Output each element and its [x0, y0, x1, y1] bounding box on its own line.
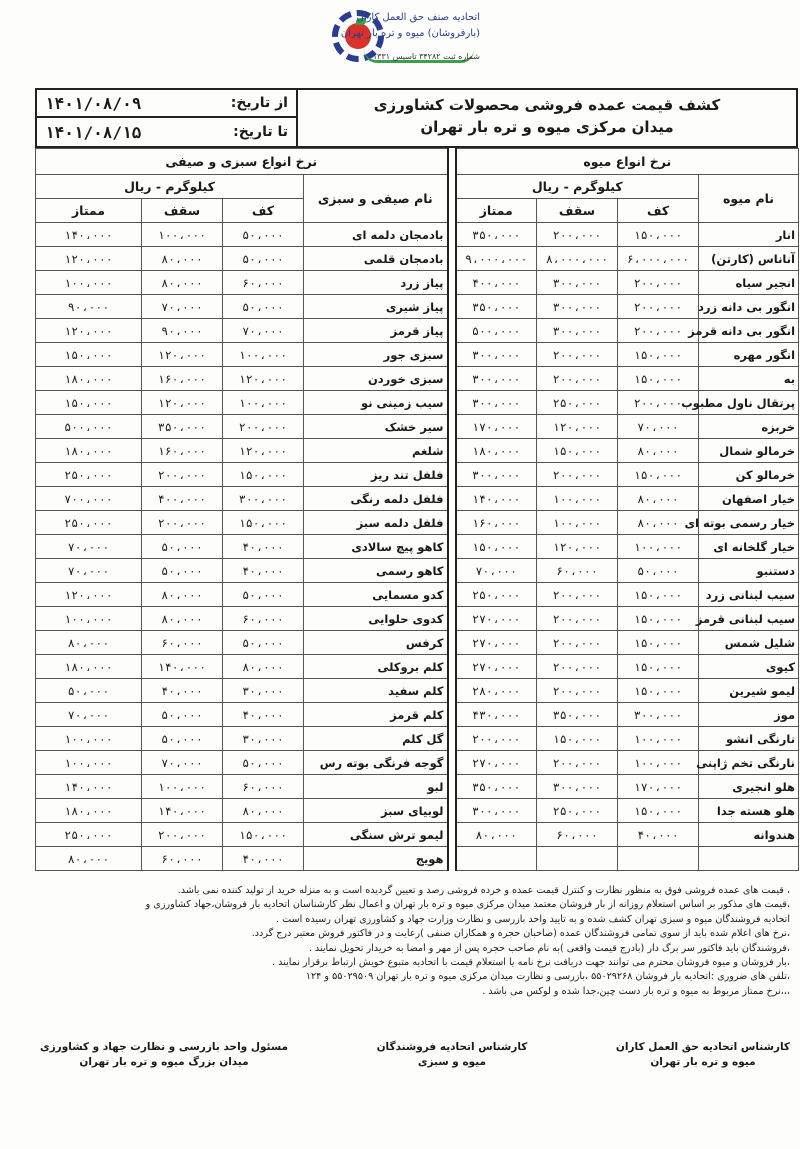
fruit-max-cell: ۱۵۰،۰۰۰: [537, 439, 618, 463]
veg-premium-cell: ۲۵۰،۰۰۰: [36, 463, 142, 487]
fruit-name-cell: سیب لبنانی قرمز: [699, 607, 799, 631]
veg-max-cell: ۱۰۰،۰۰۰: [142, 223, 223, 247]
signatures: [40, 1040, 790, 1070]
veg-min-header: کف: [223, 199, 304, 223]
document-title: [296, 90, 796, 146]
table-row: [36, 583, 799, 607]
veg-premium-cell: ۷۰،۰۰۰: [36, 535, 142, 559]
signature-block: [40, 1040, 288, 1070]
fruit-max-cell: ۳۰۰،۰۰۰: [537, 319, 618, 343]
table-row: [36, 367, 799, 391]
fruit-name-cell: انجیر سیاه: [699, 271, 799, 295]
veg-name-cell: بادمجان دلمه ای: [304, 223, 448, 247]
table-row: [36, 463, 799, 487]
fruit-min-header: کف: [618, 199, 699, 223]
fruit-max-cell: ۸،۰۰۰،۰۰۰: [537, 247, 618, 271]
fruit-name-cell: لیمو شیرین: [699, 679, 799, 703]
fruit-premium-cell: ۲۷۰،۰۰۰: [456, 631, 537, 655]
fruit-name-cell: [699, 847, 799, 871]
fruit-min-cell: ۲۰۰،۰۰۰: [618, 271, 699, 295]
veg-name-cell: گل کلم: [304, 727, 448, 751]
note-line: ،قیمت های مذکور بر اساس استعلام روزانه از بار فروشان معتمد میدان مرکزی میوه و تره بار تهران و اعمال نظر کارشناسان اتحادیه بار فروشان،جهاد کشاورزی و: [145, 899, 790, 911]
veg-name-cell: کرفس: [304, 631, 448, 655]
veg-max-cell: ۵۰،۰۰۰: [142, 727, 223, 751]
veg-max-cell: ۵۰،۰۰۰: [142, 703, 223, 727]
veg-name-cell: گوجه فرنگی بوته رس: [304, 751, 448, 775]
veg-premium-cell: ۱۰۰،۰۰۰: [36, 727, 142, 751]
veg-max-cell: ۱۶۰،۰۰۰: [142, 367, 223, 391]
table-row: [36, 415, 799, 439]
note-line: ،بار فروشان و میوه فروشان محترم می توانند جهت دریافت نرخ نامه یا استعلام قیمت با اتحادیه متبوع خویش ارتباط برقرار نمایند .: [272, 957, 790, 969]
fruit-max-cell: ۱۲۰،۰۰۰: [537, 535, 618, 559]
fruit-max-cell: ۶۰،۰۰۰: [537, 559, 618, 583]
fruit-min-cell: ۶،۰۰۰،۰۰۰: [618, 247, 699, 271]
signature-title: کارشناس اتحادیه فروشندگان: [376, 1041, 528, 1053]
fruit-max-cell: ۲۰۰،۰۰۰: [537, 343, 618, 367]
unit-header-row: [36, 175, 799, 199]
veg-max-cell: ۶۰،۰۰۰: [142, 631, 223, 655]
fruit-premium-cell: ۳۵۰،۰۰۰: [456, 775, 537, 799]
veg-name-cell: سبزی جور: [304, 343, 448, 367]
fruit-max-cell: ۳۵۰،۰۰۰: [537, 703, 618, 727]
fruit-min-cell: ۲۰۰،۰۰۰: [618, 295, 699, 319]
to-date-row: [37, 118, 296, 146]
veg-premium-cell: ۸۰،۰۰۰: [36, 847, 142, 871]
veg-min-cell: ۷۰،۰۰۰: [223, 319, 304, 343]
fruit-premium-cell: ۲۷۰،۰۰۰: [456, 655, 537, 679]
fruit-max-cell: ۲۵۰،۰۰۰: [537, 799, 618, 823]
veg-premium-cell: ۱۰۰،۰۰۰: [36, 271, 142, 295]
fruit-premium-cell: ۲۵۰،۰۰۰: [456, 583, 537, 607]
veg-min-cell: ۱۰۰،۰۰۰: [223, 391, 304, 415]
notes-section: [30, 884, 790, 999]
veg-min-cell: ۶۰،۰۰۰: [223, 775, 304, 799]
veg-premium-cell: ۱۵۰،۰۰۰: [36, 391, 142, 415]
veg-premium-cell: ۱۲۰،۰۰۰: [36, 583, 142, 607]
veg-premium-cell: ۱۸۰،۰۰۰: [36, 655, 142, 679]
veg-max-cell: ۴۰۰،۰۰۰: [142, 487, 223, 511]
veg-premium-cell: ۲۵۰،۰۰۰: [36, 823, 142, 847]
table-row: [36, 247, 799, 271]
table-row: [36, 343, 799, 367]
veg-min-cell: ۸۰،۰۰۰: [223, 655, 304, 679]
veg-name-cell: سیب زمینی نو: [304, 391, 448, 415]
table-row: [36, 751, 799, 775]
veg-max-cell: ۱۴۰،۰۰۰: [142, 655, 223, 679]
veg-name-cell: بادمجان قلمی: [304, 247, 448, 271]
veg-premium-cell: ۱۸۰،۰۰۰: [36, 367, 142, 391]
veg-min-cell: ۶۰،۰۰۰: [223, 607, 304, 631]
fruit-premium-cell: ۳۰۰،۰۰۰: [456, 343, 537, 367]
fruit-min-cell: ۱۵۰،۰۰۰: [618, 679, 699, 703]
veg-max-cell: ۱۲۰،۰۰۰: [142, 343, 223, 367]
fruit-max-cell: ۳۰۰،۰۰۰: [537, 295, 618, 319]
section-title-row: [36, 149, 799, 175]
veg-premium-cell: ۱۰۰،۰۰۰: [36, 751, 142, 775]
signature-subtitle: میوه و سبزی: [417, 1056, 487, 1068]
fruit-name-header: نام میوه: [699, 175, 799, 223]
veg-name-cell: پیاز شیری: [304, 295, 448, 319]
fruit-min-cell: ۳۰۰،۰۰۰: [618, 703, 699, 727]
signature-title: مسئول واحد بازرسی و نظارت جهاد و کشاورزی: [40, 1041, 289, 1053]
fruit-premium-cell: ۳۰۰،۰۰۰: [456, 463, 537, 487]
fruit-name-cell: خیار گلخانه ای: [699, 535, 799, 559]
veg-min-cell: ۱۵۰،۰۰۰: [223, 823, 304, 847]
veg-max-cell: ۶۰،۰۰۰: [142, 847, 223, 871]
veg-min-cell: ۵۰،۰۰۰: [223, 583, 304, 607]
fruit-max-header: سقف: [537, 199, 618, 223]
fruit-name-cell: به: [699, 367, 799, 391]
veg-premium-cell: ۸۰،۰۰۰: [36, 631, 142, 655]
logo-registration: شماره ثبت ۳۴۲۸۲ تاسیس ۱۳۳۱: [372, 52, 480, 61]
veg-min-cell: ۶۰،۰۰۰: [223, 271, 304, 295]
fruit-min-cell: ۱۵۰،۰۰۰: [618, 631, 699, 655]
veg-min-cell: ۵۰،۰۰۰: [223, 223, 304, 247]
fruit-min-cell: ۵۰،۰۰۰: [618, 559, 699, 583]
fruit-premium-cell: ۹،۰۰۰،۰۰۰: [456, 247, 537, 271]
fruit-max-cell: ۲۰۰،۰۰۰: [537, 679, 618, 703]
veg-name-cell: کلم قرمز: [304, 703, 448, 727]
signature-title: کارشناس اتحادیه حق العمل کاران: [615, 1041, 790, 1053]
fruit-premium-cell: ۷۰،۰۰۰: [456, 559, 537, 583]
table-row: [36, 319, 799, 343]
veg-name-cell: لیمو ترش سنگی: [304, 823, 448, 847]
fruit-min-cell: ۱۰۰،۰۰۰: [618, 727, 699, 751]
title-line1: کشف قیمت عمده فروشی محصولات کشاورزی: [373, 96, 721, 114]
fruit-premium-cell: ۱۴۰،۰۰۰: [456, 487, 537, 511]
table-row: [36, 679, 799, 703]
veg-max-cell: ۴۰،۰۰۰: [142, 679, 223, 703]
veg-min-cell: ۳۰۰،۰۰۰: [223, 487, 304, 511]
note-line: ،فروشندگان باید فاکتور سر برگ دار (بادرج قیمت واقعی )به نام صاحب حجره پس از مهر و امضا به خریدار تحویل نمایند .: [308, 942, 790, 954]
fruit-min-cell: ۸۰،۰۰۰: [618, 439, 699, 463]
note-line: ،نرخ های اعلام شده باید از سوی تمامی فروشندگان عمده (صاحبان حجره و همکاران صنفی )رعایت و در فاکتور فروش معتبر درج گردد.: [251, 928, 790, 940]
fruit-name-cell: خرمالو کن: [699, 463, 799, 487]
fruit-min-cell: ۸۰،۰۰۰: [618, 511, 699, 535]
veg-max-cell: ۱۶۰،۰۰۰: [142, 439, 223, 463]
veg-max-cell: ۲۰۰،۰۰۰: [142, 463, 223, 487]
fruit-premium-cell: ۳۰۰،۰۰۰: [456, 391, 537, 415]
veg-min-cell: ۴۰،۰۰۰: [223, 847, 304, 871]
price-table: [35, 148, 799, 871]
table-row: [36, 631, 799, 655]
veg-name-cell: کدوی حلوایی: [304, 607, 448, 631]
veg-max-cell: ۸۰،۰۰۰: [142, 583, 223, 607]
veg-min-cell: ۵۰،۰۰۰: [223, 295, 304, 319]
veg-premium-cell: ۱۴۰،۰۰۰: [36, 223, 142, 247]
table-row: [36, 607, 799, 631]
fruit-name-cell: خرمالو شمال: [699, 439, 799, 463]
table-row: [36, 391, 799, 415]
fruit-name-cell: انگور مهره: [699, 343, 799, 367]
fruit-unit-header: کیلوگرم - ریال: [456, 175, 699, 199]
veg-max-cell: ۷۰،۰۰۰: [142, 751, 223, 775]
veg-max-cell: ۱۲۰،۰۰۰: [142, 391, 223, 415]
fruit-name-cell: پرتقال ناول مطبوب: [699, 391, 799, 415]
fruit-min-cell: [618, 847, 699, 871]
fruit-premium-cell: ۱۵۰،۰۰۰: [456, 535, 537, 559]
fruit-premium-cell: ۴۰۰،۰۰۰: [456, 271, 537, 295]
table-row: [36, 295, 799, 319]
table-row: [36, 799, 799, 823]
fruit-max-cell: ۲۰۰،۰۰۰: [537, 751, 618, 775]
fruit-max-cell: ۲۰۰،۰۰۰: [537, 463, 618, 487]
signature-block: [377, 1040, 528, 1070]
fruit-name-cell: دستنبو: [699, 559, 799, 583]
veg-premium-cell: ۱۲۰،۰۰۰: [36, 319, 142, 343]
fruit-name-cell: خربزه: [699, 415, 799, 439]
fruit-min-cell: ۱۰۰،۰۰۰: [618, 751, 699, 775]
veg-name-cell: کاهو رسمی: [304, 559, 448, 583]
veg-name-header: نام صیفی و سبزی: [304, 175, 448, 223]
fruit-premium-cell: ۵۰۰،۰۰۰: [456, 319, 537, 343]
veg-min-cell: ۱۵۰،۰۰۰: [223, 463, 304, 487]
fruit-name-cell: خیار اصفهان: [699, 487, 799, 511]
fruit-premium-cell: ۱۶۰،۰۰۰: [456, 511, 537, 535]
note-line: ، قیمت های عمده فروشی فوق به منظور نظارت و کنترل قیمت عمده و خرده فروشی رصد و تعیین گردیده است و به منزله خرید از تولید کننده نمی باشد.: [177, 885, 790, 896]
fruit-name-cell: هلو انجیری: [699, 775, 799, 799]
fruit-premium-cell: ۴۳۰،۰۰۰: [456, 703, 537, 727]
fruit-name-cell: سیب لبنانی زرد: [699, 583, 799, 607]
fruit-max-cell: ۲۰۰،۰۰۰: [537, 631, 618, 655]
signature-subtitle: میوه و تره بار تهران: [650, 1056, 756, 1068]
fruit-max-cell: ۲۰۰،۰۰۰: [537, 607, 618, 631]
fruit-max-cell: [537, 847, 618, 871]
fruit-premium-cell: ۳۰۰،۰۰۰: [456, 367, 537, 391]
veg-min-cell: ۱۰۰،۰۰۰: [223, 343, 304, 367]
table-row: [36, 823, 799, 847]
veg-max-cell: ۸۰،۰۰۰: [142, 271, 223, 295]
fruit-max-cell: ۱۰۰،۰۰۰: [537, 511, 618, 535]
fruit-min-cell: ۸۰،۰۰۰: [618, 487, 699, 511]
fruit-min-cell: ۱۵۰،۰۰۰: [618, 583, 699, 607]
fruit-premium-cell: ۲۷۰،۰۰۰: [456, 607, 537, 631]
fruit-min-cell: ۱۷۰،۰۰۰: [618, 775, 699, 799]
veg-max-header: سقف: [142, 199, 223, 223]
veg-premium-cell: ۱۸۰،۰۰۰: [36, 799, 142, 823]
veg-name-cell: کدو مسمایی: [304, 583, 448, 607]
fruit-name-cell: انگور بی دانه قرمز: [699, 319, 799, 343]
veg-name-cell: سیر خشک: [304, 415, 448, 439]
veg-name-cell: فلفل دلمه سبز: [304, 511, 448, 535]
table-row: [36, 775, 799, 799]
logo-text-line1: اتحادیه صنف حق العمل کاران: [356, 12, 480, 23]
fruit-min-cell: ۱۵۰،۰۰۰: [618, 343, 699, 367]
veg-max-cell: ۲۰۰،۰۰۰: [142, 511, 223, 535]
fruit-min-cell: ۱۵۰،۰۰۰: [618, 655, 699, 679]
date-range: [37, 90, 296, 146]
veg-max-cell: ۷۰،۰۰۰: [142, 295, 223, 319]
fruit-premium-cell: ۳۵۰،۰۰۰: [456, 295, 537, 319]
fruit-name-cell: انگور بی دانه زرد: [699, 295, 799, 319]
veg-unit-header: کیلوگرم - ریال: [36, 175, 304, 199]
table-row: [36, 847, 799, 871]
veg-min-cell: ۵۰،۰۰۰: [223, 247, 304, 271]
veg-min-cell: ۳۰،۰۰۰: [223, 727, 304, 751]
from-date-row: [37, 90, 296, 118]
veg-max-cell: ۸۰،۰۰۰: [142, 247, 223, 271]
union-logo: [330, 4, 480, 82]
fruit-max-cell: ۳۰۰،۰۰۰: [537, 775, 618, 799]
fruit-min-cell: ۱۵۰،۰۰۰: [618, 367, 699, 391]
to-date-label: تا تاریخ:: [233, 124, 288, 140]
veg-max-cell: ۸۰،۰۰۰: [142, 607, 223, 631]
table-row: [36, 559, 799, 583]
fruit-premium-cell: ۸۰،۰۰۰: [456, 823, 537, 847]
veg-section-title: نرخ انواع سبزی و صیفی: [36, 149, 448, 175]
fruit-max-cell: ۳۰۰،۰۰۰: [537, 271, 618, 295]
veg-name-cell: شلغم: [304, 439, 448, 463]
fruit-min-cell: ۱۵۰،۰۰۰: [618, 799, 699, 823]
fruit-name-cell: نارنگی تخم ژاپنی: [699, 751, 799, 775]
fruit-max-cell: ۱۲۰،۰۰۰: [537, 415, 618, 439]
fruit-max-cell: ۲۰۰،۰۰۰: [537, 367, 618, 391]
table-row: [36, 703, 799, 727]
fruit-max-cell: ۲۰۰،۰۰۰: [537, 655, 618, 679]
fruit-name-cell: کیوی: [699, 655, 799, 679]
fruit-premium-cell: ۱۸۰،۰۰۰: [456, 439, 537, 463]
note-line: اتحادیه فروشندگان میوه و سبزی تهران کشف شده و به تایید واحد بازرسی و نظارت وزارت جهاد و کشاورزی تهران رسیده است .: [276, 913, 790, 925]
fruit-section-title: نرخ انواع میوه: [456, 149, 799, 175]
title-line2: میدان مرکزی میوه و تره بار تهران: [420, 118, 674, 136]
fruit-premium-cell: ۲۰۰،۰۰۰: [456, 727, 537, 751]
veg-max-cell: ۲۰۰،۰۰۰: [142, 823, 223, 847]
veg-min-cell: ۴۰،۰۰۰: [223, 559, 304, 583]
signature-block: [616, 1040, 790, 1070]
table-row: [36, 223, 799, 247]
veg-name-cell: فلفل دلمه رنگی: [304, 487, 448, 511]
veg-premium-cell: ۷۰،۰۰۰: [36, 559, 142, 583]
veg-min-cell: ۳۰،۰۰۰: [223, 679, 304, 703]
table-row: [36, 655, 799, 679]
veg-premium-cell: ۷۰،۰۰۰: [36, 703, 142, 727]
fruit-name-cell: موز: [699, 703, 799, 727]
veg-premium-cell: ۱۲۰،۰۰۰: [36, 247, 142, 271]
table-row: [36, 727, 799, 751]
signature-subtitle: میدان بزرگ میوه و تره بار تهران: [79, 1056, 249, 1068]
veg-max-cell: ۱۴۰،۰۰۰: [142, 799, 223, 823]
from-date-value: ۱۴۰۱/۰۸/۰۹: [45, 93, 142, 113]
veg-min-cell: ۱۲۰،۰۰۰: [223, 439, 304, 463]
veg-max-cell: ۵۰،۰۰۰: [142, 535, 223, 559]
fruit-min-cell: ۲۰۰،۰۰۰: [618, 319, 699, 343]
fruit-name-cell: هلو هسته جدا: [699, 799, 799, 823]
note-line: ،،،نرخ ممتاز مربوط به میوه و تره بار دست چین،جدا شده و لوکس می باشد .: [482, 985, 790, 997]
veg-premium-cell: ۵۰۰،۰۰۰: [36, 415, 142, 439]
fruit-max-cell: ۱۰۰،۰۰۰: [537, 487, 618, 511]
fruit-premium-cell: ۲۷۰،۰۰۰: [456, 751, 537, 775]
veg-min-cell: ۱۲۰،۰۰۰: [223, 367, 304, 391]
fruit-name-cell: آناناس (کارتن): [699, 247, 799, 271]
fruit-name-cell: هندوانه: [699, 823, 799, 847]
veg-name-cell: هویج: [304, 847, 448, 871]
veg-name-cell: کلم سفید: [304, 679, 448, 703]
fruit-min-cell: ۱۰۰،۰۰۰: [618, 535, 699, 559]
veg-max-cell: ۳۵۰،۰۰۰: [142, 415, 223, 439]
veg-name-cell: لبو: [304, 775, 448, 799]
note-line: ،تلفن های ضروری :اتحادیه بار فروشان ۵۵۰۲۹۲۶۸ ،بازرسی و نظارت میدان مرکزی میوه و تره بار تهران ۵۵۰۲۹۵۰۹ و ۱۲۴: [305, 971, 790, 983]
veg-max-cell: ۵۰،۰۰۰: [142, 559, 223, 583]
fruit-min-cell: ۲۰۰،۰۰۰: [618, 391, 699, 415]
veg-premium-cell: ۵۰،۰۰۰: [36, 679, 142, 703]
veg-min-cell: ۸۰،۰۰۰: [223, 799, 304, 823]
veg-premium-cell: ۱۸۰،۰۰۰: [36, 439, 142, 463]
veg-name-cell: سبزی خوردن: [304, 367, 448, 391]
fruit-premium-cell: [456, 847, 537, 871]
veg-min-cell: ۱۵۰،۰۰۰: [223, 511, 304, 535]
fruit-min-cell: ۴۰،۰۰۰: [618, 823, 699, 847]
fruit-max-cell: ۲۰۰،۰۰۰: [537, 223, 618, 247]
table-row: [36, 535, 799, 559]
fruit-premium-cell: ۳۰۰،۰۰۰: [456, 799, 537, 823]
fruit-max-cell: ۶۰،۰۰۰: [537, 823, 618, 847]
veg-name-cell: پیاز زرد: [304, 271, 448, 295]
logo-text-line2: (بارفروشان) میوه و تره بار تهران: [340, 28, 480, 39]
veg-min-cell: ۵۰،۰۰۰: [223, 751, 304, 775]
to-date-value: ۱۴۰۱/۰۸/۱۵: [45, 122, 142, 142]
fruit-name-cell: نارنگی انشو: [699, 727, 799, 751]
veg-premium-cell: ۱۰۰،۰۰۰: [36, 607, 142, 631]
veg-premium-cell: ۹۰،۰۰۰: [36, 295, 142, 319]
fruit-premium-cell: ۱۷۰،۰۰۰: [456, 415, 537, 439]
veg-premium-cell: ۱۵۰،۰۰۰: [36, 343, 142, 367]
veg-name-cell: لوبیای سبز: [304, 799, 448, 823]
veg-max-cell: ۹۰،۰۰۰: [142, 319, 223, 343]
veg-name-cell: کاهو پیچ سالادی: [304, 535, 448, 559]
fruit-min-cell: ۷۰،۰۰۰: [618, 415, 699, 439]
veg-min-cell: ۴۰،۰۰۰: [223, 535, 304, 559]
veg-name-cell: فلفل تند ریز: [304, 463, 448, 487]
veg-premium-header: ممتاز: [36, 199, 142, 223]
document-header: [35, 88, 798, 148]
veg-min-cell: ۵۰،۰۰۰: [223, 631, 304, 655]
table-row: [36, 487, 799, 511]
veg-min-cell: ۲۰۰،۰۰۰: [223, 415, 304, 439]
table-row: [36, 439, 799, 463]
fruit-name-cell: انار: [699, 223, 799, 247]
fruit-max-cell: ۲۵۰،۰۰۰: [537, 391, 618, 415]
fruit-premium-cell: ۲۸۰،۰۰۰: [456, 679, 537, 703]
fruit-name-cell: خیار رسمی بوته ای: [699, 511, 799, 535]
veg-name-cell: پیاز قرمز: [304, 319, 448, 343]
fruit-premium-cell: ۳۵۰،۰۰۰: [456, 223, 537, 247]
fruit-max-cell: ۱۵۰،۰۰۰: [537, 727, 618, 751]
veg-premium-cell: ۷۰۰،۰۰۰: [36, 487, 142, 511]
veg-max-cell: ۱۰۰،۰۰۰: [142, 775, 223, 799]
fruit-min-cell: ۱۵۰،۰۰۰: [618, 463, 699, 487]
fruit-premium-header: ممتاز: [456, 199, 537, 223]
veg-name-cell: کلم بروکلی: [304, 655, 448, 679]
veg-premium-cell: ۲۵۰،۰۰۰: [36, 511, 142, 535]
veg-premium-cell: ۱۴۰،۰۰۰: [36, 775, 142, 799]
veg-min-cell: ۴۰،۰۰۰: [223, 703, 304, 727]
fruit-name-cell: شلیل شمس: [699, 631, 799, 655]
table-row: [36, 511, 799, 535]
fruit-min-cell: ۱۵۰،۰۰۰: [618, 607, 699, 631]
fruit-max-cell: ۲۰۰،۰۰۰: [537, 583, 618, 607]
fruit-min-cell: ۱۵۰،۰۰۰: [618, 223, 699, 247]
table-row: [36, 271, 799, 295]
from-date-label: از تاریخ:: [230, 95, 288, 111]
